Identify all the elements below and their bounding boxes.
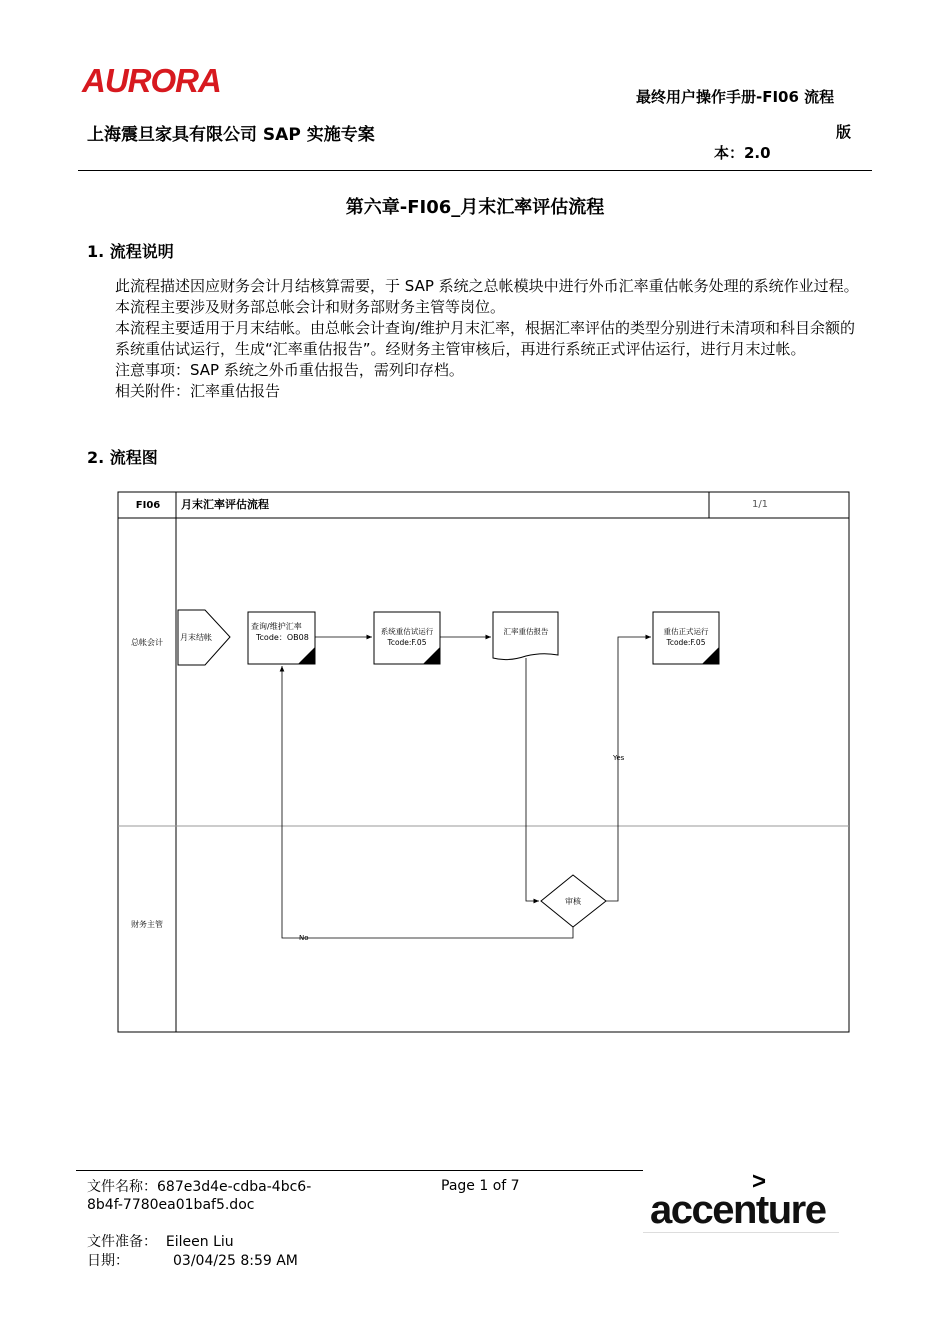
report-label: 汇率重估报告 bbox=[503, 627, 549, 636]
date-label: 日期： bbox=[87, 1253, 129, 1269]
prepared-label: 文件准备： bbox=[87, 1234, 157, 1250]
paragraph: 相关附件：汇率重估报告 bbox=[115, 382, 281, 400]
flowchart-name: 月末汇率评估流程 bbox=[181, 498, 269, 511]
trial-run-tcode: Tcode:F.05 bbox=[387, 638, 427, 647]
prepared-by: Eileen Liu bbox=[165, 1234, 234, 1250]
lane-gl-accountant: 总帐会计 bbox=[131, 638, 163, 647]
footer-prepared bbox=[87, 1233, 234, 1251]
connector-report-to-review bbox=[526, 658, 539, 901]
filename-part2: 8b4f-7780ea01baf5.doc bbox=[87, 1197, 255, 1213]
accenture-logo: accenture bbox=[650, 1188, 826, 1232]
flowchart-page: 1/1 bbox=[751, 499, 769, 510]
version-label-1: 版 bbox=[836, 123, 852, 141]
section2-title: 2. 流程图 bbox=[87, 448, 158, 467]
aurora-logo: AURORA bbox=[82, 62, 221, 99]
paragraph: 本流程主要适用于月末结帐。由总帐会计查询/维护月末汇率，根据汇率评估的类型分别进行未清项和科目余额的系统重估试运行，生成“汇率重估报告”。经财务主管审核后，再进行系统正式评估运行，进行月末过帐。 bbox=[115, 319, 856, 358]
trial-run-label: 系统重估试运行 bbox=[380, 627, 434, 636]
start-label: 月末结帐 bbox=[180, 633, 212, 642]
final-run-label: 重估正式运行 bbox=[663, 627, 709, 636]
flowchart-frame bbox=[118, 492, 849, 1032]
connector-no bbox=[282, 666, 573, 938]
project-name: 上海震旦家具有限公司 SAP 实施专案 bbox=[87, 125, 375, 145]
section1-title: 1. 流程说明 bbox=[87, 242, 174, 261]
footer-date bbox=[87, 1252, 298, 1270]
no-label: No bbox=[299, 934, 309, 942]
paragraph: 注意事项：SAP 系统之外币重估报告，需列印存档。 bbox=[115, 361, 464, 379]
connector-yes bbox=[606, 637, 651, 901]
date-value: 03/04/25 8:59 AM bbox=[173, 1253, 298, 1269]
filename-part1: 687e3d4e-cdba-4bc6- bbox=[157, 1179, 312, 1195]
lane-finance-manager: 财务主管 bbox=[131, 920, 163, 929]
footer-filename bbox=[87, 1178, 311, 1214]
yes-label: Yes bbox=[613, 754, 625, 762]
maintain-rate-label: 查询/维护汇率 bbox=[251, 622, 302, 631]
filename-label: 文件名称： bbox=[87, 1179, 157, 1195]
manual-title: 最终用户操作手册-FI06 流程 bbox=[636, 88, 835, 106]
version-label-2: 本：2.0 bbox=[714, 144, 771, 162]
final-run-tcode: Tcode:F.05 bbox=[666, 638, 706, 647]
flowchart-code: FI06 bbox=[135, 500, 161, 511]
maintain-rate-tcode: Tcode：OB08 bbox=[256, 633, 309, 642]
logo-underline bbox=[643, 1232, 839, 1233]
paragraph: 此流程描述因应财务会计月结核算需要，于 SAP 系统之总帐模块中进行外币汇率重估帐务处理的系统作业过程。本流程主要涉及财务部总帐会计和财务部财务主管等岗位。 bbox=[115, 277, 859, 316]
accenture-mark: > bbox=[752, 1168, 767, 1195]
footer-page: Page 1 of 7 bbox=[441, 1178, 520, 1194]
footer-divider bbox=[76, 1170, 643, 1171]
review-label: 审核 bbox=[565, 897, 581, 906]
chapter-title: 第六章-FI06_月末汇率评估流程 bbox=[345, 197, 605, 218]
